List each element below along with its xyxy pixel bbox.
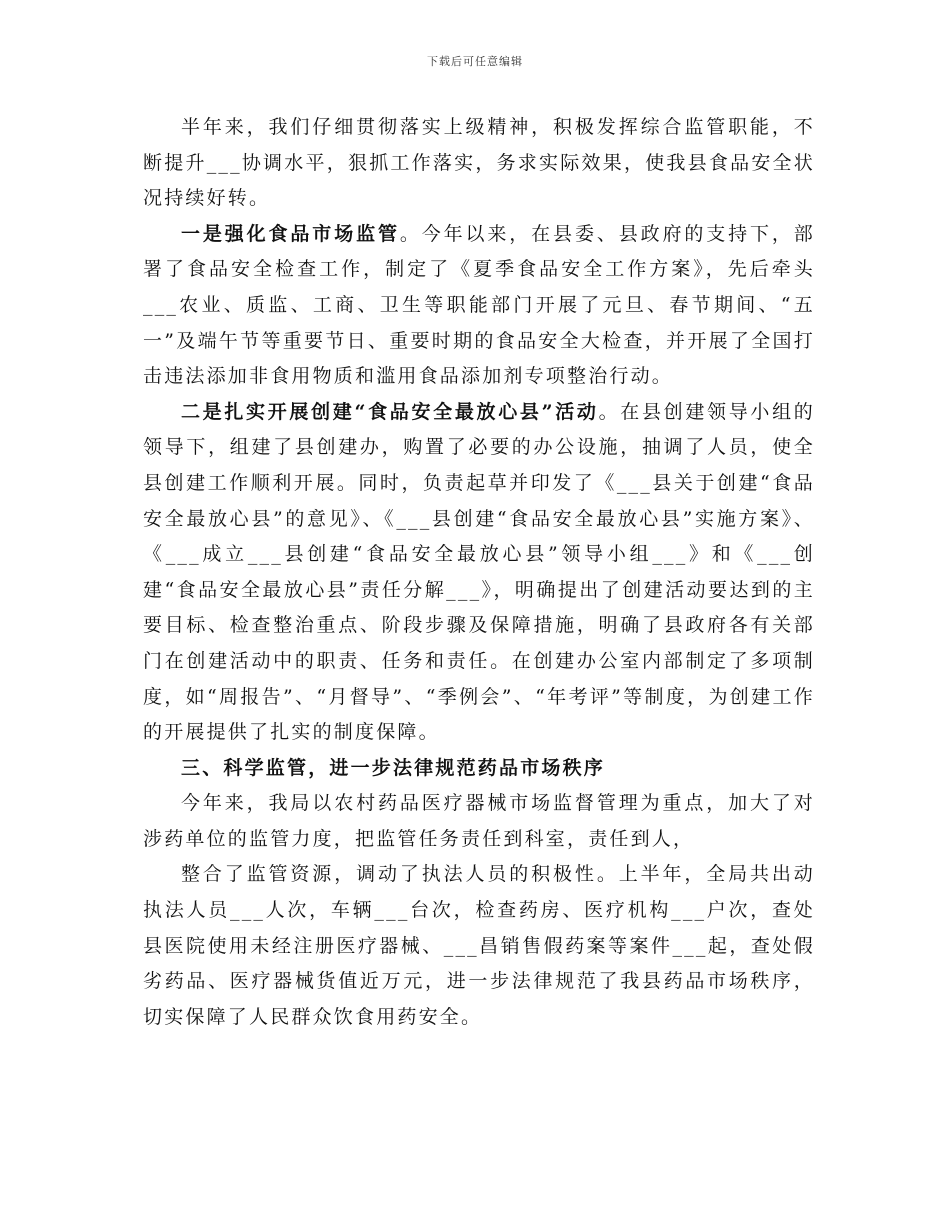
paragraph-text: 。在县创建领导小组的领导下，组建了县创建办，购置了必要的办公设施，抽调了人员，使全县创建工作顺利开展。同时，负责起草并印发了《___县关于创建“食品安全最放心县”的意见》、《___县创建“食品安全最放心县”实施方案》、《___成立___县创建“食品安全最放心县”领导小组___》和《___创建“食品安全最放心县”责任分解___》，明确提出了创建活动要达到的主要目标、检查整治重点、阶段步骤及保障措施，明确了县政府各有关部门在创建活动中的职责、任务和责任。在创建办公室内部制定了多项制度，如“周报告”、“月督导”、“季例会”、“年考评”等制度，为创建工作的开展提供了扎实的制度保障。: [143, 400, 815, 744]
paragraph-lead: 一是强化食品市场监管: [181, 222, 400, 245]
paragraph-enforcement-results: 整合了监管资源，调动了执法人员的积极性。上半年，全局共出动执法人员___人次，车辆___台次，检查药房、医疗机构___户次，查处县医院使用未经注册医疗器械、___昌销售假药案等案件___起，查处假劣药品、医疗器械货值近万元，进一步法律规范了我县药品市场秩序，切实保障了人民群众饮食用药安全。: [143, 863, 815, 1028]
paragraph-lead: 二是扎实开展创建“食品安全最放心县”活动: [181, 400, 599, 423]
paragraph-intro: 半年来，我们仔细贯彻落实上级精神，积极发挥综合监管职能，不断提升___协调水平，狠抓工作落实，务求实际效果，使我县食品安全状况持续好转。: [143, 116, 815, 210]
document-body: [143, 110, 815, 1035]
paragraph-text: 。今年以来，在县委、县政府的支持下，部署了食品安全检查工作，制定了《夏季食品安全工作方案》，先后牵头___农业、质监、工商、卫生等职能部门开展了元旦、春节期间、“五一”及端午节等重要节日、重要时期的食品安全大检查，并开展了全国打击违法添加非食用物质和滥用食品添加剂专项整治行动。: [143, 222, 815, 388]
paragraph-drug-supervision: 今年来，我局以农村药品医疗器械市场监督管理为重点，加大了对涉药单位的监管力度，把监管任务责任到科室，责任到人，: [143, 792, 815, 850]
paragraph-food-market: [143, 217, 815, 395]
page-header: 下载后可任意编辑: [427, 55, 523, 68]
paragraph-safest-county: [143, 395, 815, 751]
section-heading: 三、科学监管，进一步法律规范药品市场秩序: [181, 756, 606, 779]
